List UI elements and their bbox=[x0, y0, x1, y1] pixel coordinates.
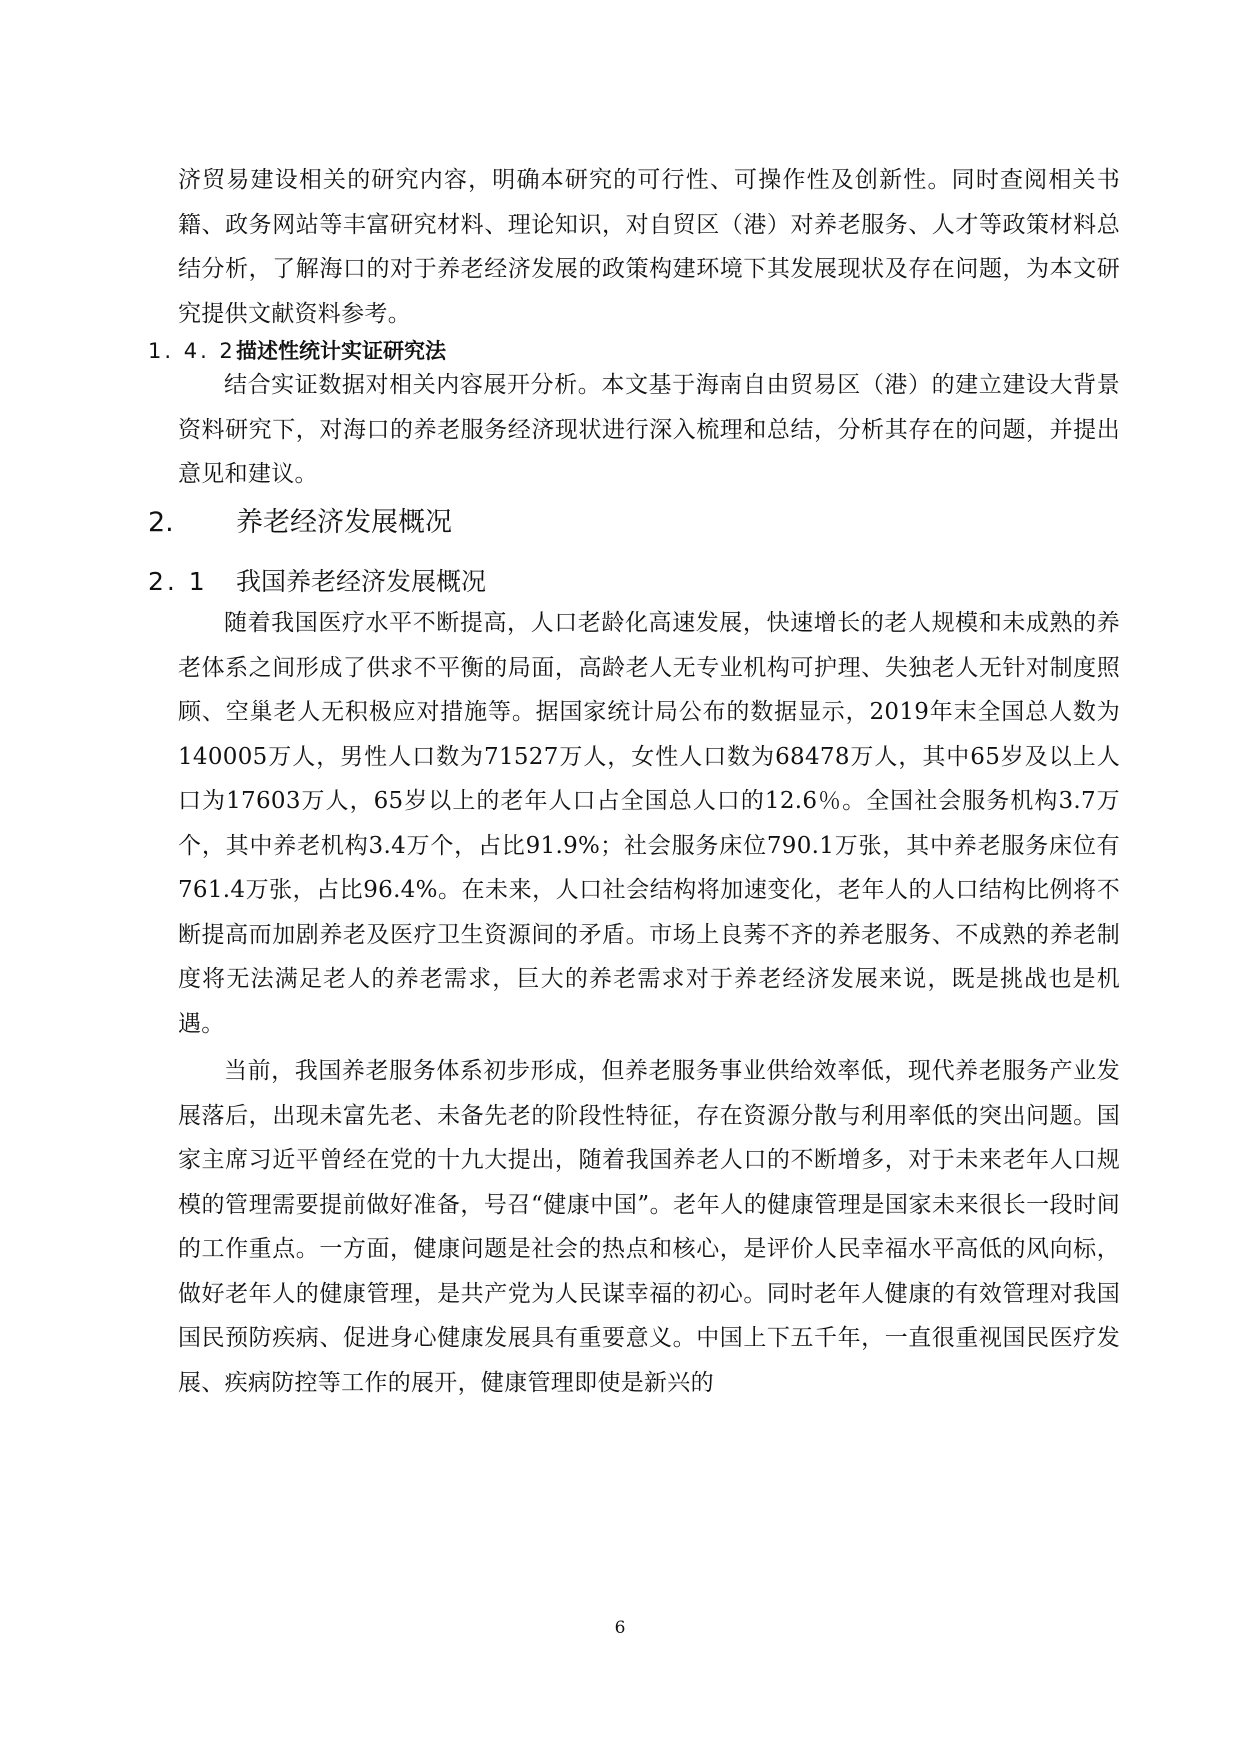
section-number: 2. 1 bbox=[148, 567, 208, 596]
section-title: 描述性统计实证研究法 bbox=[236, 339, 446, 363]
paragraph-text: 当前，我国养老服务体系初步形成，但养老服务事业供给效率低，现代养老服务产业发展落后，出现未富先老、未备先老的阶段性特征，存在资源分散与利用率低的突出问题。国家主席习近平曾经在党的十九大提出，随着我国养老人口的不断增多，对于未来老年人口规模的管理需要提前做好准备，号召“健康中国”。老年人的健康管理是国家未来很长一段时间的工作重点。一方面，健康问题是社会的热点和核心，是评价人民幸福水平高低的风向标，做好老年人的健康管理，是共产党为人民谋幸福的初心。同时老年人健康的有效管理对我国国民预防疾病、促进身心健康发展具有重要意义。中国上下五千年，一直很重视国民医疗发展、疾病防控等工作的展开，健康管理即使是新兴的 bbox=[178, 1058, 1120, 1396]
section-heading-2-1 bbox=[148, 565, 486, 599]
paragraph-text: 济贸易建设相关的研究内容，明确本研究的可行性、可操作性及创新性。同时查阅相关书籍、政务网站等丰富研究材料、理论知识，对自贸区（港）对养老服务、人才等政策材料总结分析，了解海口的对于养老经济发展的政策构建环境下其发展现状及存在问题，为本文研究提供文献资料参考。 bbox=[178, 167, 1120, 327]
paragraph-text: 随着我国医疗水平不断提高，人口老龄化高速发展，快速增长的老人规模和未成熟的养老体系之间形成了供求不平衡的局面，高龄老人无专业机构可护理、失独老人无针对制度照顾、空巢老人无积极应对措施等。据国家统计局公布的数据显示，2019年末全国总人数为140005万人，男性人口数为71527万人，女性人口数为68478万人，其中65岁及以上人口为17603万人，65岁以上的老年人口占全国总人口的12.6％。全国社会服务机构3.7万个，其中养老机构3.4万个，占比91.9%；社会服务床位790.1万张，其中养老服务床位有761.4万张，占比96.4%。在未来，人口社会结构将加速变化，老年人的人口结构比例将不断提高而加剧养老及医疗卫生资源间的矛盾。市场上良莠不齐的养老服务、不成熟的养老制度将无法满足老人的养老需求，巨大的养老需求对于养老经济发展来说，既是挑战也是机遇。 bbox=[178, 610, 1120, 1037]
section-heading-1-4-2 bbox=[148, 336, 446, 366]
chapter-number: 2. bbox=[148, 507, 174, 538]
chapter-heading-2 bbox=[148, 505, 452, 541]
page-number: 6 bbox=[614, 1618, 626, 1638]
paragraph-empirical-method bbox=[178, 363, 1120, 497]
chapter-title: 养老经济发展概况 bbox=[236, 507, 452, 538]
paragraph-text: 结合实证数据对相关内容展开分析。本文基于海南自由贸易区（港）的建立建设大背景资料研究下，对海口的养老服务经济现状进行深入梳理和总结，分析其存在的问题，并提出意见和建议。 bbox=[178, 372, 1120, 487]
paragraph-literature-method bbox=[178, 158, 1120, 336]
paragraph-elderly-service-system bbox=[178, 1049, 1120, 1405]
section-number: 1. 4. 2 bbox=[148, 339, 236, 363]
section-title: 我国养老经济发展概况 bbox=[236, 567, 487, 596]
paragraph-aging-statistics bbox=[178, 601, 1120, 1046]
